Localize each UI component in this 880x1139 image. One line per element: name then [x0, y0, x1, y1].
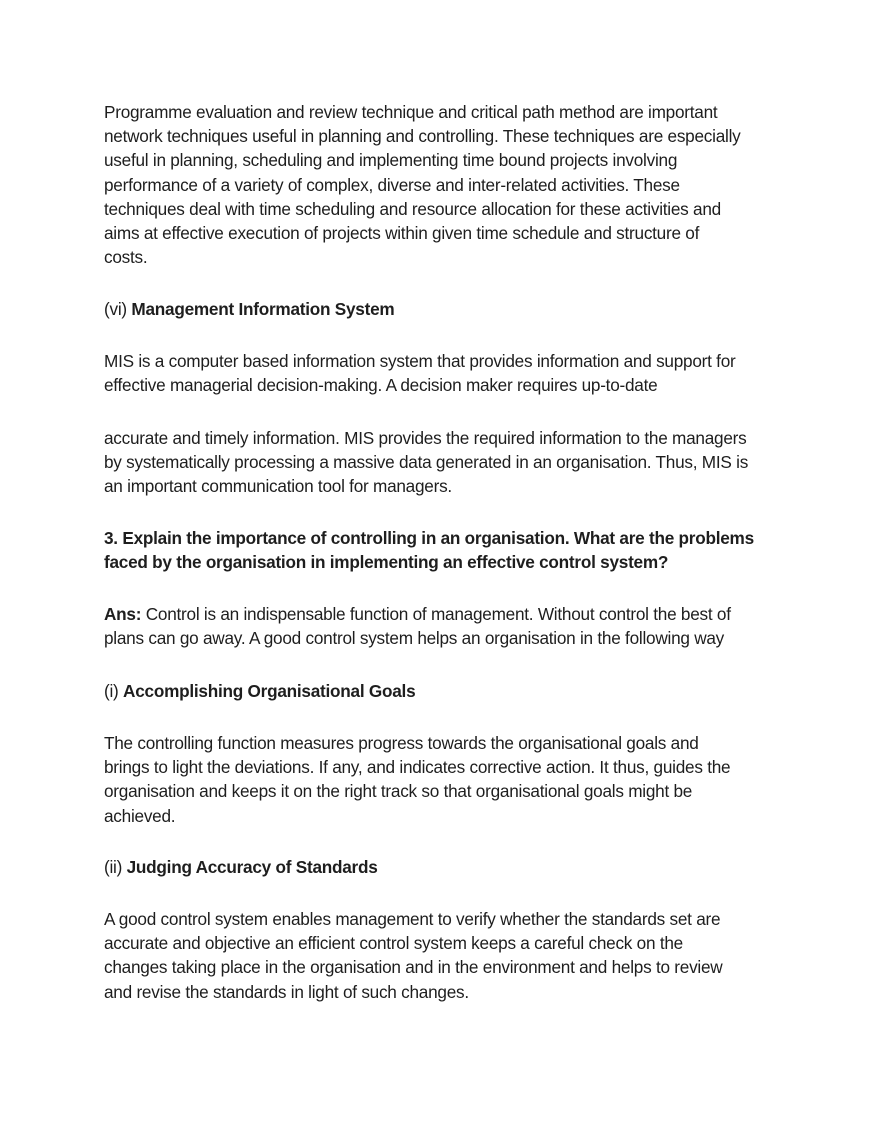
subheading-prefix: (i): [104, 681, 124, 701]
text-line: The controlling function measures progress towards the organisational goals and: [104, 733, 699, 753]
text-line: accurate and objective an efficient control system keeps a careful check on the: [104, 933, 683, 954]
subheading-title: Accomplishing Organisational Goals: [123, 681, 416, 701]
subheading-prefix: (vi): [104, 299, 132, 319]
subheading-prefix: (ii): [104, 857, 127, 877]
text-line: MIS is a computer based information system that provides information and support for: [104, 351, 736, 371]
answer-paragraph: [104, 602, 731, 650]
answer-label: Ans:: [104, 604, 142, 624]
text-line: useful in planning, scheduling and implementing time bound projects involving: [104, 150, 678, 171]
text-line: aims at effective execution of projects within given time schedule and structure of: [104, 223, 700, 244]
text-line: achieved.: [104, 805, 176, 826]
text-line: changes taking place in the organisation and in the environment and helps to review: [104, 957, 723, 978]
mis-paragraph-1: [104, 349, 735, 397]
subheading-mis: [104, 297, 394, 321]
subheading-title: Management Information System: [131, 299, 395, 319]
text-line: Programme evaluation and review technique and critical path method are important: [104, 102, 718, 122]
text-line: brings to light the deviations. If any, and indicates corrective action. It thus, guides the: [104, 757, 731, 778]
text-line: A good control system enables management to verify whether the standards set are: [104, 909, 721, 929]
goals-paragraph: [104, 731, 730, 828]
question-line: faced by the organisation in implementing an effective control system?: [104, 552, 669, 573]
subheading-standards: [104, 855, 378, 879]
standards-paragraph: [104, 907, 722, 1004]
subheading-goals: [104, 679, 415, 703]
text-line: performance of a variety of complex, diverse and inter-related activities. These: [104, 174, 680, 195]
text-line: effective managerial decision-making. A decision maker requires up-to-date: [104, 375, 658, 396]
subheading-title: Judging Accuracy of Standards: [126, 857, 378, 877]
mis-paragraph-2: [104, 426, 748, 499]
text-line: and revise the standards in light of such changes.: [104, 981, 469, 1002]
text-line: network techniques useful in planning and controlling. These techniques are especially: [104, 126, 741, 147]
text-line: plans can go away. A good control system helps an organisation in the following way: [104, 628, 725, 649]
answer-text: Control is an indispensable function of management. Without control the best of: [141, 604, 731, 624]
text-line: techniques deal with time scheduling and resource allocation for these activities and: [104, 198, 721, 219]
pert-cpm-paragraph: [104, 100, 741, 269]
question-line: 3. Explain the importance of controlling in an organisation. What are the problems: [104, 528, 754, 548]
question-3: [104, 526, 754, 574]
text-line: accurate and timely information. MIS provides the required information to the managers: [104, 428, 747, 448]
text-line: costs.: [104, 247, 148, 268]
text-line: [104, 602, 731, 626]
text-line: by systematically processing a massive data generated in an organisation. Thus, MIS is: [104, 452, 749, 473]
text-line: an important communication tool for managers.: [104, 476, 452, 497]
text-line: organisation and keeps it on the right track so that organisational goals might be: [104, 781, 693, 802]
